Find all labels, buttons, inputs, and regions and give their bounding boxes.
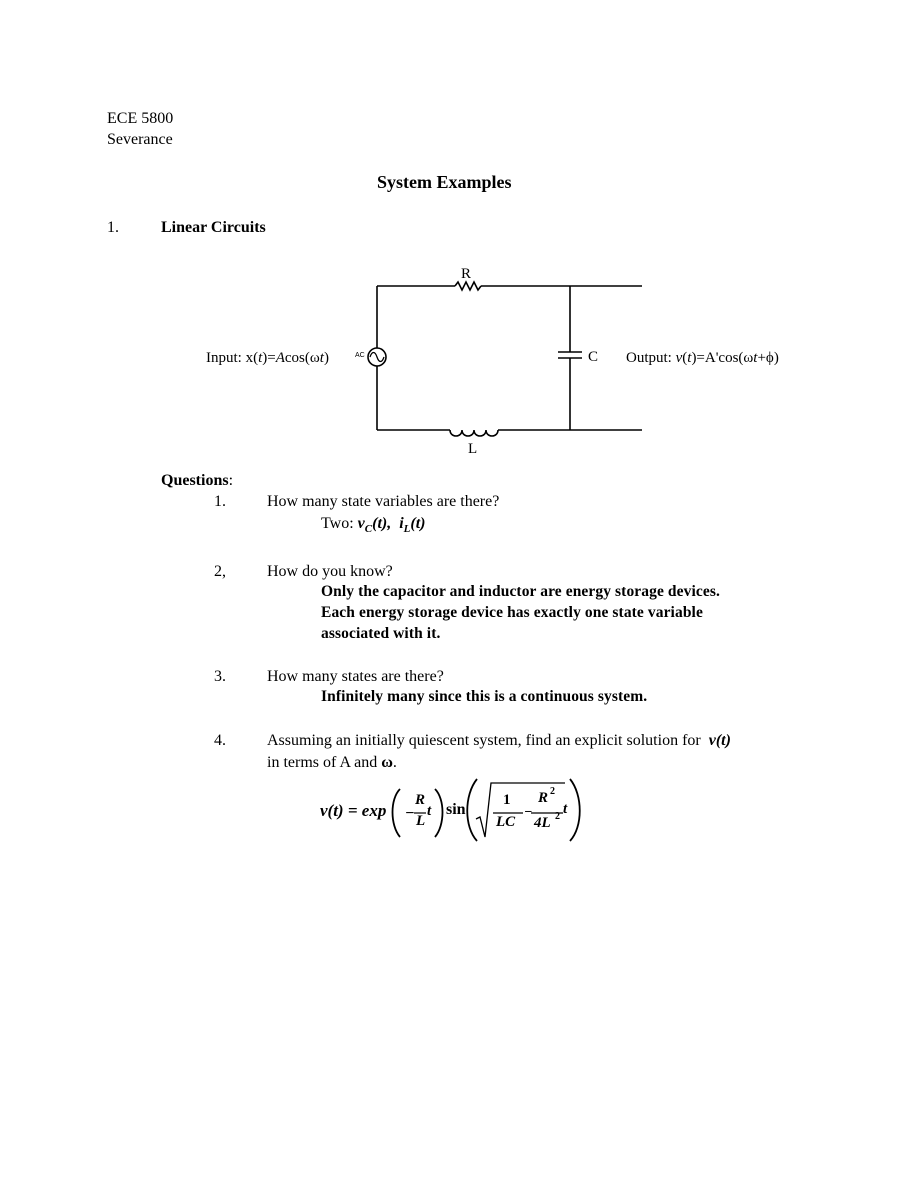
question-2-answer-line-2: Each energy storage device has exactly one state variable — [321, 604, 703, 621]
questions-heading: Questions: — [161, 472, 234, 489]
question-1-answer: Two: $v_C(t)$, $i_L(t)$ — [321, 515, 426, 536]
question-2-number: 2, — [214, 563, 226, 580]
question-2-text: How do you know? — [267, 563, 393, 580]
question-4-text-line-2: in terms of A and ω. — [267, 754, 397, 771]
course-number: ECE 5800 — [107, 110, 174, 127]
inductor-icon — [450, 430, 498, 436]
author-name: Severance — [107, 131, 173, 148]
output-signal-label: Output: v(t)=A'cos(ωt+ϕ) — [626, 350, 779, 366]
question-3-number: 3. — [214, 668, 226, 685]
question-1-text: How many state variables are there? — [267, 493, 500, 510]
question-2-answer-line-1: Only the capacitor and inductor are energy storage devices. — [321, 583, 720, 600]
capacitor-label: C — [588, 349, 599, 365]
question-4-text: Assuming an initially quiescent system, find an explicit solution for v(t) — [267, 732, 731, 749]
section-heading: Linear Circuits — [161, 219, 266, 236]
question-3-text: How many states are there? — [267, 668, 444, 685]
resistor-label: R — [461, 266, 472, 282]
solution-equation: v(t) = exp − R L t sin 1 LC − R 2 4L 2 t — [320, 775, 590, 843]
ac-source-label: AC — [355, 352, 365, 359]
section-number: 1. — [107, 219, 119, 236]
question-3-answer: Infinitely many since this is a continuous system. — [321, 688, 648, 705]
question-4-number: 4. — [214, 732, 226, 749]
question-2-answer-line-3: associated with it. — [321, 625, 441, 642]
question-1-number: 1. — [214, 493, 226, 510]
inductor-label: L — [468, 441, 478, 457]
rlc-circuit-diagram — [0, 0, 910, 470]
page-title: System Examples — [377, 172, 512, 192]
input-signal-label: Input: x(t)=Acos(ωt) — [206, 350, 329, 366]
